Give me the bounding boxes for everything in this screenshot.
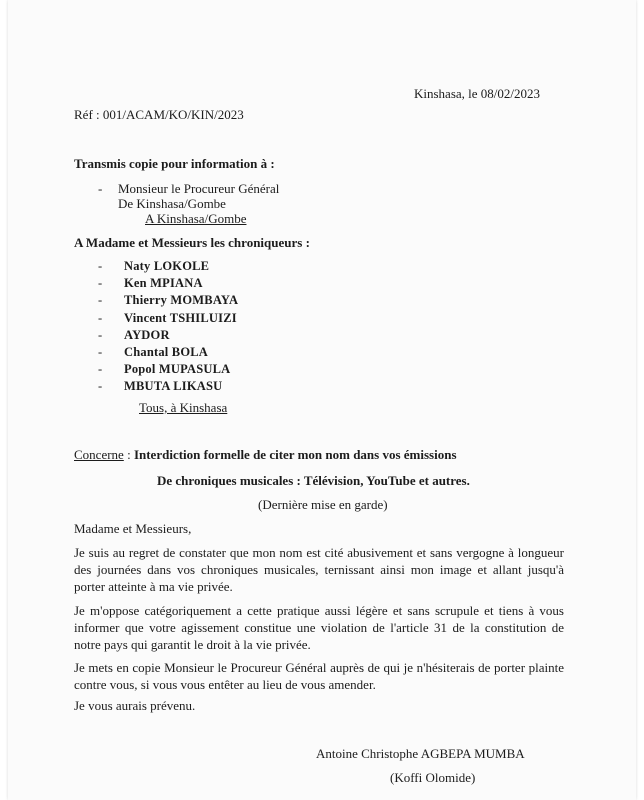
list-item: [98, 311, 238, 328]
subject-line2: De chroniques musicales : Télévision, YouTube et autres.: [157, 473, 470, 488]
list-item: [98, 276, 238, 293]
list-dash: -: [98, 276, 103, 291]
list-dash: -: [98, 327, 103, 342]
paragraph-3: Je mets en copie Monsieur le Procureur Général auprès de qui je n'hésiterais de porter plainte contre vous, si vous vous entêter au lieu de vous amender.: [74, 660, 564, 692]
list-item: [98, 362, 238, 379]
recipients-heading: A Madame et Messieurs les chroniqueurs :: [74, 235, 310, 250]
list-item: [98, 259, 238, 276]
list-item: [98, 345, 238, 362]
copy-recipient-line1: Monsieur le Procureur Général: [118, 181, 280, 196]
subject-line: [74, 447, 457, 463]
paragraph-2: Je m'oppose catégoriquement a cette pratique aussi légère et sans scrupule et tiens à vous informer que votre agissement constitue une violation de l'article 31 de la constitution de notre pays qui garantit le droit à la vie privée.: [74, 603, 564, 652]
reference-number: Réf : 001/ACAM/KO/KIN/2023: [74, 107, 244, 122]
list-item: [98, 293, 238, 310]
signature-name: Antoine Christophe AGBEPA MUMBA: [316, 746, 525, 761]
list-dash: -: [98, 310, 103, 325]
signature-alias: (Koffi Olomide): [390, 770, 476, 785]
recipient-name: Vincent TSHILUIZI: [124, 310, 237, 325]
subject-text: Interdiction formelle de citer mon nom dans vos émissions: [133, 447, 457, 462]
salutation: Madame et Messieurs,: [74, 521, 192, 536]
recipient-name: Ken MPIANA: [124, 276, 203, 291]
list-dash: -: [98, 344, 103, 359]
recipient-name: MBUTA LIKASU: [124, 379, 223, 394]
recipient-name: Naty LOKOLE: [124, 259, 210, 273]
closing-line: Je vous aurais prévenu.: [74, 698, 196, 713]
copy-heading: Transmis copie pour information à :: [74, 156, 275, 171]
place-date: Kinshasa, le 08/02/2023: [414, 86, 541, 101]
letter-page: [8, 0, 636, 800]
subject-note: (Dernière mise en garde): [258, 497, 388, 512]
list-dash: -: [98, 293, 103, 308]
recipient-name: Chantal BOLA: [124, 344, 209, 359]
subject-label: Concerne: [74, 447, 124, 462]
recipient-name: Thierry MOMBAYA: [124, 293, 239, 308]
list-dash: -: [98, 259, 103, 273]
copy-recipient-line2: De Kinshasa/Gombe: [118, 196, 226, 211]
subject-separator: :: [123, 447, 134, 462]
paragraph-1: Je suis au regret de constater que mon nom est cité abusivement et sans vergogne à longueur des journées dans vos chroniques musicales, ternissant ainsi mon image et allant jusqu'à porter atteinte à ma vie privée.: [74, 545, 564, 594]
recipients-location: Tous, à Kinshasa: [139, 400, 228, 415]
list-item: [98, 328, 238, 345]
recipient-name: AYDOR: [124, 327, 170, 342]
list-dash: -: [98, 379, 103, 394]
copy-dash: -: [98, 181, 103, 196]
recipient-name: Popol MUPASULA: [124, 362, 231, 377]
copy-recipient-location: A Kinshasa/Gombe: [145, 211, 247, 226]
recipients-list: [98, 259, 238, 397]
list-item: [98, 379, 238, 396]
list-dash: -: [98, 362, 103, 377]
